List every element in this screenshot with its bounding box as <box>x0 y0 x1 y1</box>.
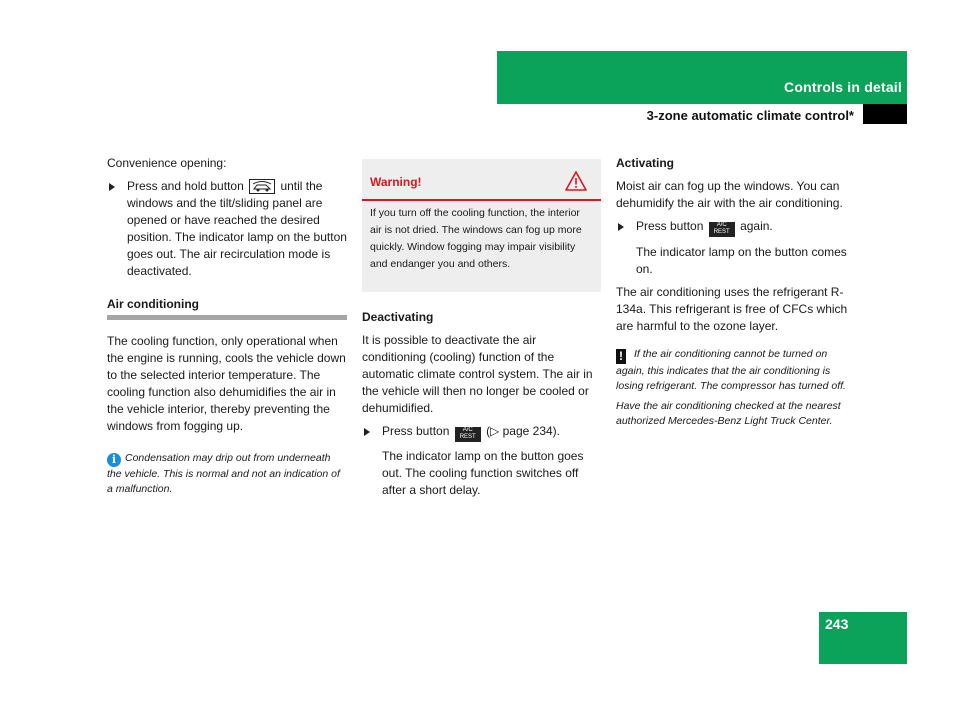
result-text: The indicator lamp on the button goes out. The cooling function switches off after a short delay. <box>382 449 584 497</box>
bullet-text-after: until the windows and the tilt/sliding panel are opened or have reached the desired position. The indicator lamp on the button goes out. The air recirculation mode is deactivated. <box>127 179 347 278</box>
warning-header <box>362 159 601 201</box>
result-text: The indicator lamp on the button comes on. <box>636 245 847 276</box>
section-heading: Deactivating <box>362 310 434 324</box>
warning-text: If you turn off the cooling function, the interior air is not dried. The windows can fog up more quickly. Window fogging may impair visibility and endanger you and others. <box>370 207 582 270</box>
section-subtitle: 3-zone automatic climate control* <box>646 108 854 123</box>
info-note-text: Condensation may drip out from underneath the vehicle. This is normal and not an indication of a malfunction. <box>107 452 340 495</box>
bullet-text-after: (▷ page 234). <box>486 424 561 438</box>
instruction-bullet <box>362 423 602 442</box>
page-title: Controls in detail <box>784 79 902 95</box>
bullet-text-after: again. <box>740 219 773 233</box>
header-bar <box>497 51 907 104</box>
page-number: 243 <box>825 616 849 632</box>
header-tab-marker <box>863 104 907 124</box>
column-left <box>107 155 347 497</box>
body-paragraph: The air conditioning uses the refrigerant R-134a. This refrigerant is free of CFCs which are harmful to the ozone layer. <box>616 285 848 333</box>
caution-note-text: If the air conditioning cannot be turned on again, this indicates that the air conditioning is losing refrigerant. The compressor has turned off. <box>616 348 846 392</box>
bullet-text-before: Press button <box>636 219 704 233</box>
info-note <box>107 451 347 497</box>
car-recirculation-icon <box>249 179 275 194</box>
bullet-text-before: Press and hold button <box>127 179 244 193</box>
instruction-bullet <box>107 178 347 280</box>
ac-button-icon <box>455 427 481 442</box>
warning-label: Warning! <box>370 175 422 189</box>
exclamation-icon: ! <box>616 349 626 364</box>
body-paragraph: The cooling function, only operational when the engine is running, cools the vehicle down to the selected interior temperature. The cooling function also dehumidifies the air in the vehicle interior, thereby preventing the windows from fogging up. <box>107 334 346 433</box>
caution-note-followup: Have the air conditioning checked at the nearest authorized Mercedes-Benz Light Truck Center. <box>616 400 841 427</box>
body-paragraph: It is possible to deactivate the air conditioning (cooling) function of the automatic climate control system. The air in the vehicle will then no longer be cooled or dehumidified. <box>362 333 593 415</box>
ac-label: A/C <box>716 222 727 228</box>
ac-button-icon <box>709 222 735 237</box>
rest-label: REST <box>713 229 730 235</box>
intro-text: Convenience opening: <box>107 156 227 170</box>
section-heading: Activating <box>616 156 675 170</box>
rest-label: REST <box>459 434 476 440</box>
instruction-bullet <box>616 218 856 237</box>
body-paragraph: Moist air can fog up the windows. You can dehumidify the air with the air conditioning. <box>616 179 843 210</box>
warning-triangle-icon <box>565 171 587 196</box>
caution-note <box>616 347 856 394</box>
info-icon: i <box>107 453 121 467</box>
warning-box <box>362 159 601 292</box>
column-right <box>616 155 856 429</box>
bullet-text-before: Press button <box>382 424 450 438</box>
section-heading: Air conditioning <box>107 297 199 311</box>
column-middle <box>362 159 602 499</box>
ac-label: A/C <box>462 427 473 433</box>
